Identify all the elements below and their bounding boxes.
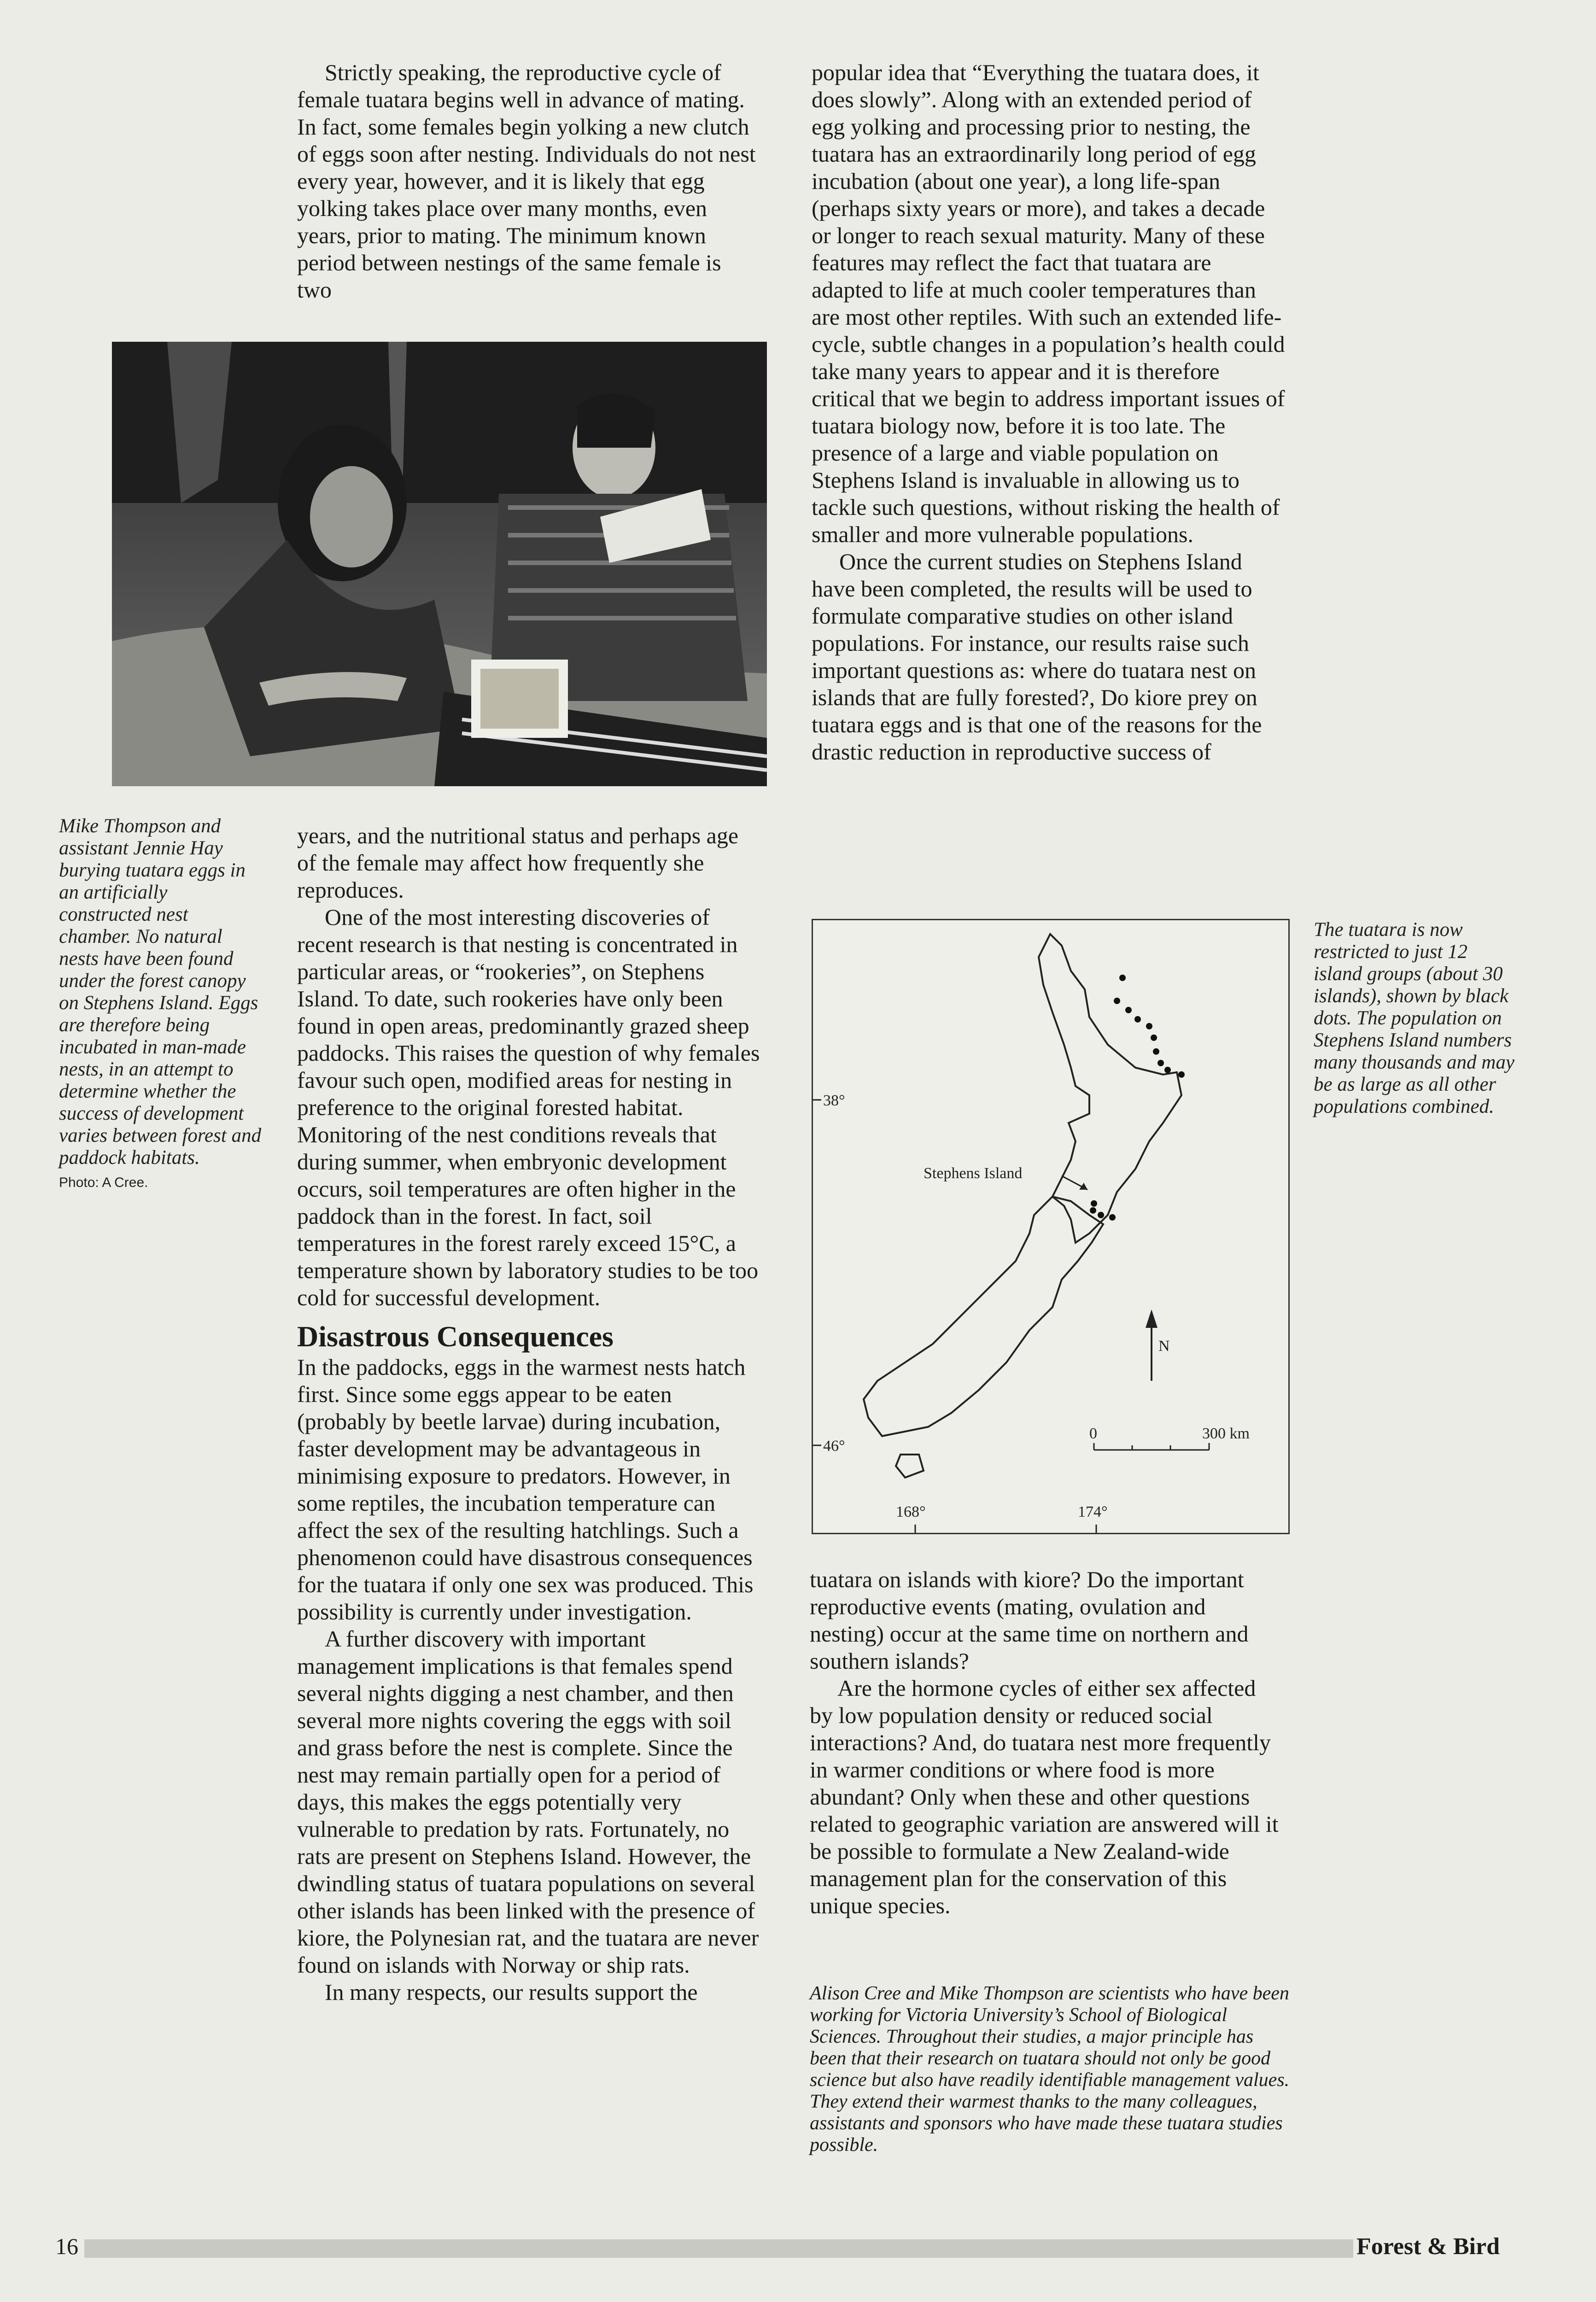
photo-caption bbox=[59, 815, 262, 1194]
latitude-label-38: 38° bbox=[823, 1092, 845, 1109]
paragraph: Are the hormone cycles of either sex affected by low population density or reduced social interactions? And, do tuatara nest more frequently in warmer conditions or where food is more abundant? Only when these and other questions related to geographic variation are answered will it be possible to formulate a New Zealand-wide management plan for the conservation of this unique species. bbox=[810, 1675, 1279, 1918]
north-label: N bbox=[1158, 1338, 1170, 1355]
page-number: 16 bbox=[55, 2233, 78, 2259]
longitude-label-168: 168° bbox=[896, 1503, 926, 1520]
paragraph: In many respects, our results support the bbox=[325, 1979, 698, 2005]
paragraph: years, and the nutritional status and perhaps age of the female may affect how frequently she reproduces. bbox=[297, 823, 739, 903]
paragraph: One of the most interesting discoveries of recent research is that nesting is concentrated in particular areas, or “rookeries”, on Stephens Island. To date, such rookeries have only been found in open areas, predominantly grazed sheep paddocks. This raises the question of why females favour such open, modified areas for nesting in preference to the original forested habitat. Monitoring of the nest conditions reveals that during summer, when embryonic development occurs, soil temperatures are often higher in the paddock than in the forest. In fact, soil temperatures in the forest rarely exceed 15°C, a temperature shown by laboratory studies to be too cold for successful development. bbox=[297, 904, 760, 1310]
section-heading: Disastrous Consequences bbox=[297, 1320, 614, 1353]
paragraph: A further discovery with important management implications is that females spend several nights digging a nest chamber, and then several more nights covering the eggs with soil and grass before the nest is complete. Since the nest may remain partially open for a period of days, this makes the eggs potentially very vulnerable to predation by rats. Fortunately, no rats are present on Stephens Island. However, the dwindling status of tuatara populations on several other islands has been linked with the presence of kiore, the Polynesian rat, and the tuatara are never found on islands with Norway or ship rats. bbox=[297, 1626, 759, 1978]
scale-start-label: 0 bbox=[1089, 1425, 1097, 1442]
paragraph: popular idea that “Everything the tuatara does, it does slowly”. Along with an extended period of egg yolking and processing prior to nesting, the tuatara has an extraordinarily long period of egg incubation (about one year), a long life-span (perhaps sixty years or more), and takes a decade or longer to reach sexual maturity. Many of these features may reflect the fact that tuatara are adapted to life at much cooler temperatures than are most other reptiles. With such an extended life-cycle, subtle changes in a population’s health could take many years to appear and it is therefore critical that we begin to address important issues of tuatara biology now, before it is too late. The presence of a large and viable population on Stephens Island is invaluable in allowing us to tackle such questions, without risking the health of smaller and more vulnerable populations. bbox=[812, 59, 1285, 547]
article-column-top bbox=[297, 59, 760, 304]
paragraph: tuatara on islands with kiore? Do the important reproductive events (mating, ovulation and nesting) occur at the same time on northern and southern islands? bbox=[810, 1566, 1249, 1674]
new-zealand-map bbox=[812, 919, 1290, 1534]
photo-illustration bbox=[112, 342, 767, 786]
paragraph: Strictly speaking, the reproductive cycle of female tuatara begins well in advance of mating. In fact, some females begin yolking a new clutch of eggs soon after nesting. Individuals do not nest every year, however, and it is likely that egg yolking takes place over many months, even years, prior to mating. The minimum known period between nestings of the same female is two bbox=[297, 59, 756, 303]
scale-end-label: 300 km bbox=[1202, 1425, 1250, 1442]
footer-rule bbox=[84, 2239, 1353, 2258]
map-caption-text: The tuatara is now restricted to just 12 island groups (about 30 islands), shown by black dots. The population on Stephens Island numbers many thousands and may be as large as all other populations combined. bbox=[1314, 919, 1514, 1117]
field-photo bbox=[112, 342, 767, 786]
article-column-right-bottom bbox=[810, 1566, 1284, 1919]
article-column-middle bbox=[297, 822, 760, 2006]
photo-caption-text: Mike Thompson and assistant Jennie Hay burying tuatara eggs in an artificially constructed nest chamber. No natural nests have been found under the forest canopy on Stephens Island. Eggs are therefore being incubated in man-made nests, in an attempt to determine whether the success of development varies between forest and paddock habitats. bbox=[59, 815, 262, 1169]
latitude-label-46: 46° bbox=[823, 1437, 845, 1455]
photo-credit: Photo: A Cree. bbox=[59, 1175, 148, 1190]
author-bio: Alison Cree and Mike Thompson are scientists who have been working for Victoria University’s School of Biological Sciences. Throughout their studies, a major principle has been that their research on tuatara should not only be good science but also have readily identifiable management values. They extend their warmest thanks to the many colleagues, assistants and sponsors who have made these tuatara studies possible. bbox=[810, 1983, 1290, 2156]
paragraph: In the paddocks, eggs in the warmest nests hatch first. Since some eggs appear to be eaten (probably by beetle larvae) during incubation, faster development may be advantageous in minimising exposure to predators. However, in some reptiles, the incubation temperature can affect the sex of the resulting hatchlings. Such a phenomenon could have disastrous consequences for the tuatara if only one sex was produced. This possibility is currently under investigation. bbox=[297, 1354, 754, 1624]
stephens-island-label: Stephens Island bbox=[924, 1165, 1023, 1182]
map-illustration bbox=[813, 920, 1288, 1533]
paragraph: Once the current studies on Stephens Island have been completed, the results will be used to formulate comparative studies on other island populations. For instance, our results raise such important questions as: where do tuatara nest on islands that are fully forested?, Do kiore prey on tuatara eggs and is that one of the reasons for the drastic reduction in reproductive success of bbox=[812, 549, 1262, 765]
magazine-title: Forest & Bird bbox=[1356, 2233, 1500, 2260]
article-column-right-top bbox=[812, 59, 1286, 765]
map-caption bbox=[1314, 919, 1516, 1118]
longitude-label-174: 174° bbox=[1078, 1503, 1108, 1520]
